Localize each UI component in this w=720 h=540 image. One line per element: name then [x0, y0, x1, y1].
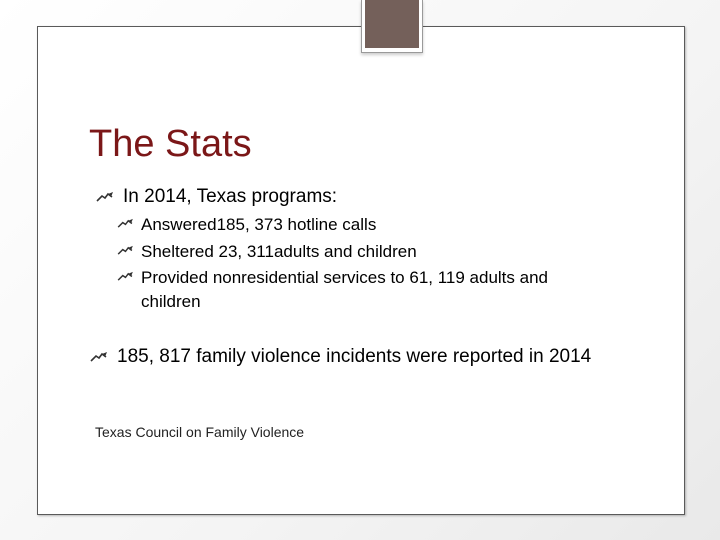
pen-nib-icon — [90, 351, 108, 363]
sub-bullet-text: Answered185, 373 hotline calls — [141, 215, 377, 234]
sub-bullet-item — [117, 266, 611, 314]
sub-bullet-text: Provided nonresidential services to 61, 119 adults and children — [141, 268, 548, 311]
accent-tab — [361, 0, 423, 53]
source-citation: Texas Council on Family Violence — [95, 424, 305, 440]
pen-nib-icon — [96, 191, 114, 203]
bullet-text: 185, 817 family violence incidents were reported in 2014 — [117, 346, 592, 367]
bullet-item — [90, 345, 647, 369]
pen-nib-icon — [117, 271, 134, 282]
sub-bullet-item — [117, 213, 641, 237]
bullet-text: In 2014, Texas programs: — [123, 186, 338, 207]
accent-tab-fill — [365, 0, 419, 48]
pen-nib-icon — [117, 218, 134, 229]
sub-bullet-item — [117, 240, 641, 264]
bullet-item — [96, 185, 643, 209]
sub-bullet-text: Sheltered 23, 311adults and children — [141, 242, 417, 261]
slide-title: The Stats — [89, 123, 252, 165]
pen-nib-icon — [117, 245, 134, 256]
